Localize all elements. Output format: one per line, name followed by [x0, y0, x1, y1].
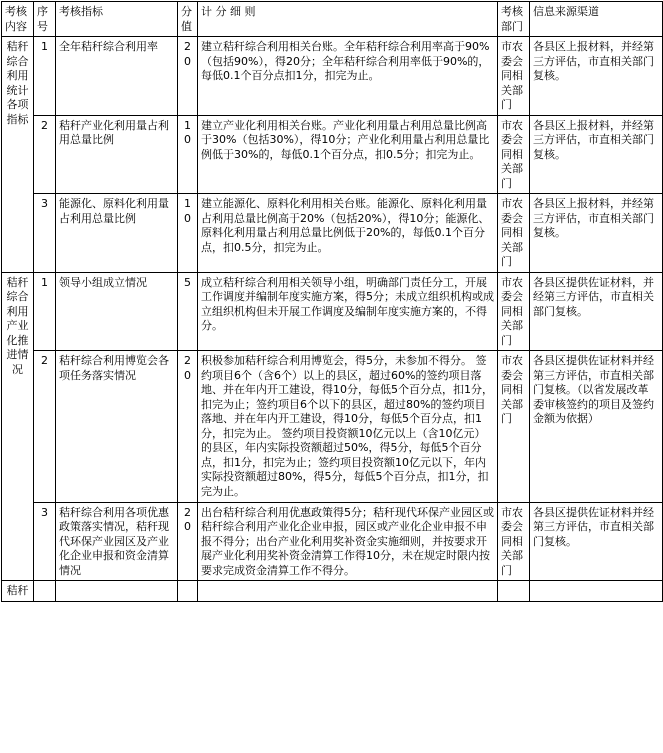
table-row — [2, 37, 663, 116]
row-score: 10 — [178, 194, 198, 273]
row-score — [178, 581, 198, 602]
assessment-table — [1, 1, 663, 602]
row-source: 各县区提供佐证材料并经第三方评估，市直相关部门复核。 — [530, 502, 663, 581]
header-source: 信息来源渠道 — [530, 2, 663, 37]
row-no: 2 — [34, 115, 56, 194]
row-no: 1 — [34, 272, 56, 351]
table-row — [2, 502, 663, 581]
row-index: 能源化、原料化利用量占利用总量比例 — [56, 194, 178, 273]
row-index: 秸秆综合利用博览会各项任务落实情况 — [56, 351, 178, 502]
row-no: 1 — [34, 37, 56, 116]
row-rule: 建立产业化利用相关台账。产业化利用量占利用总量比例高于30%（包括30%），得10分；产业化利用量占利用总量比例低于30%的，每低0.1个百分点，扣0.5分；扣完为止。 — [198, 115, 498, 194]
row-index: 全年秸秆综合利用率 — [56, 37, 178, 116]
header-no: 序号 — [34, 2, 56, 37]
table-row — [2, 194, 663, 273]
row-source: 各县区上报材料，并经第三方评估，市直相关部门复核。 — [530, 115, 663, 194]
row-dept — [498, 581, 530, 602]
row-rule: 成立秸秆综合利用相关领导小组，明确部门责任分工，开展工作调度并编制年度实施方案，得5分；未成立组织机构或成立组织机构但未开展工作调度及编制年度实施方案的，不得分。 — [198, 272, 498, 351]
row-index: 领导小组成立情况 — [56, 272, 178, 351]
row-rule — [198, 581, 498, 602]
row-dept: 市农委会同相关部门 — [498, 115, 530, 194]
row-source: 各县区提供佐证材料，并经第三方评估，市直相关部门复核。 — [530, 272, 663, 351]
row-source: 各县区提供佐证材料并经第三方评估，市直相关部门复核。（以省发展改革委审核签约的项目及签约金额为依据） — [530, 351, 663, 502]
group-content-label: 秸秆 — [2, 581, 34, 602]
row-rule: 建立秸秆综合利用相关台账。全年秸秆综合利用率高于90%（包括90%），得20分；全年秸秆综合利用率低于90%的，每低0.1个百分点扣1分，扣完为止。 — [198, 37, 498, 116]
row-score: 20 — [178, 351, 198, 502]
table-header-row — [2, 2, 663, 37]
row-rule: 建立能源化、原料化利用相关台账。能源化、原料化利用量占利用总量比例高于20%（包括20%），得10分；能源化、原料化利用量占利用总量比例低于20%的，每低0.1个百分点，扣0.5分，扣完为止。 — [198, 194, 498, 273]
table-row — [2, 272, 663, 351]
header-rule: 计 分 细 则 — [198, 2, 498, 37]
row-index: 秸秆产业化利用量占利用总量比例 — [56, 115, 178, 194]
row-score: 5 — [178, 272, 198, 351]
table-row — [2, 351, 663, 502]
row-score: 20 — [178, 502, 198, 581]
group-content-label: 秸秆综合利用统计各项指标 — [2, 37, 34, 273]
row-no: 2 — [34, 351, 56, 502]
row-dept: 市农委会同相关部门 — [498, 194, 530, 273]
header-dept: 考核部门 — [498, 2, 530, 37]
row-rule: 出台秸秆综合利用优惠政策得5分；秸秆现代环保产业园区或秸秆综合利用产业化企业申报，园区或产业化企业申报不申报不得分；出台产业化利用奖补资金实施细则，并按要求开展产业化利用奖补资金清算工作得10分，未在规定时限内按要求完成资金清算工作不得分。 — [198, 502, 498, 581]
row-source: 各县区上报材料，并经第三方评估，市直相关部门复核。 — [530, 37, 663, 116]
row-score: 20 — [178, 37, 198, 116]
row-no: 3 — [34, 502, 56, 581]
row-score: 10 — [178, 115, 198, 194]
row-no: 3 — [34, 194, 56, 273]
row-dept: 市农委会同相关部门 — [498, 502, 530, 581]
header-content: 考核内容 — [2, 2, 34, 37]
row-dept: 市农委会同相关部门 — [498, 272, 530, 351]
row-index — [56, 581, 178, 602]
header-index: 考核指标 — [56, 2, 178, 37]
row-dept: 市农委会同相关部门 — [498, 351, 530, 502]
row-no — [34, 581, 56, 602]
header-score: 分值 — [178, 2, 198, 37]
table-row — [2, 115, 663, 194]
table-row-partial — [2, 581, 663, 602]
row-rule: 积极参加秸秆综合利用博览会，得5分，未参加不得分。 签约项目6个（含6个）以上的县区，超过60%的签约项目落地、并在年内开工建设，得10分，每低5个百分点，扣1分，扣完为止；签约项目6个以下的县区，超过80%的签约项目落地、并在年内开工建设，得10分，每低5个百分点，扣1分，扣完为止。 签约项目投资额10亿元以上（含10亿元）的县区，年内实际投资额超过50%，得5分，每低5个百分点，扣1分，扣完为止；签约项目投资额10亿元以下，年内实际投资额超过80%，得5分，每低5个百分点，扣1分，扣完为止。 — [198, 351, 498, 502]
group-content-label: 秸秆综合利用产业化推进情况 — [2, 272, 34, 580]
row-source — [530, 581, 663, 602]
row-source: 各县区上报材料，并经第三方评估，市直相关部门复核。 — [530, 194, 663, 273]
row-dept: 市农委会同相关部门 — [498, 37, 530, 116]
row-index: 秸秆综合利用各项优惠政策落实情况，秸秆现代环保产业园区及产业化企业申报和资金清算情况 — [56, 502, 178, 581]
